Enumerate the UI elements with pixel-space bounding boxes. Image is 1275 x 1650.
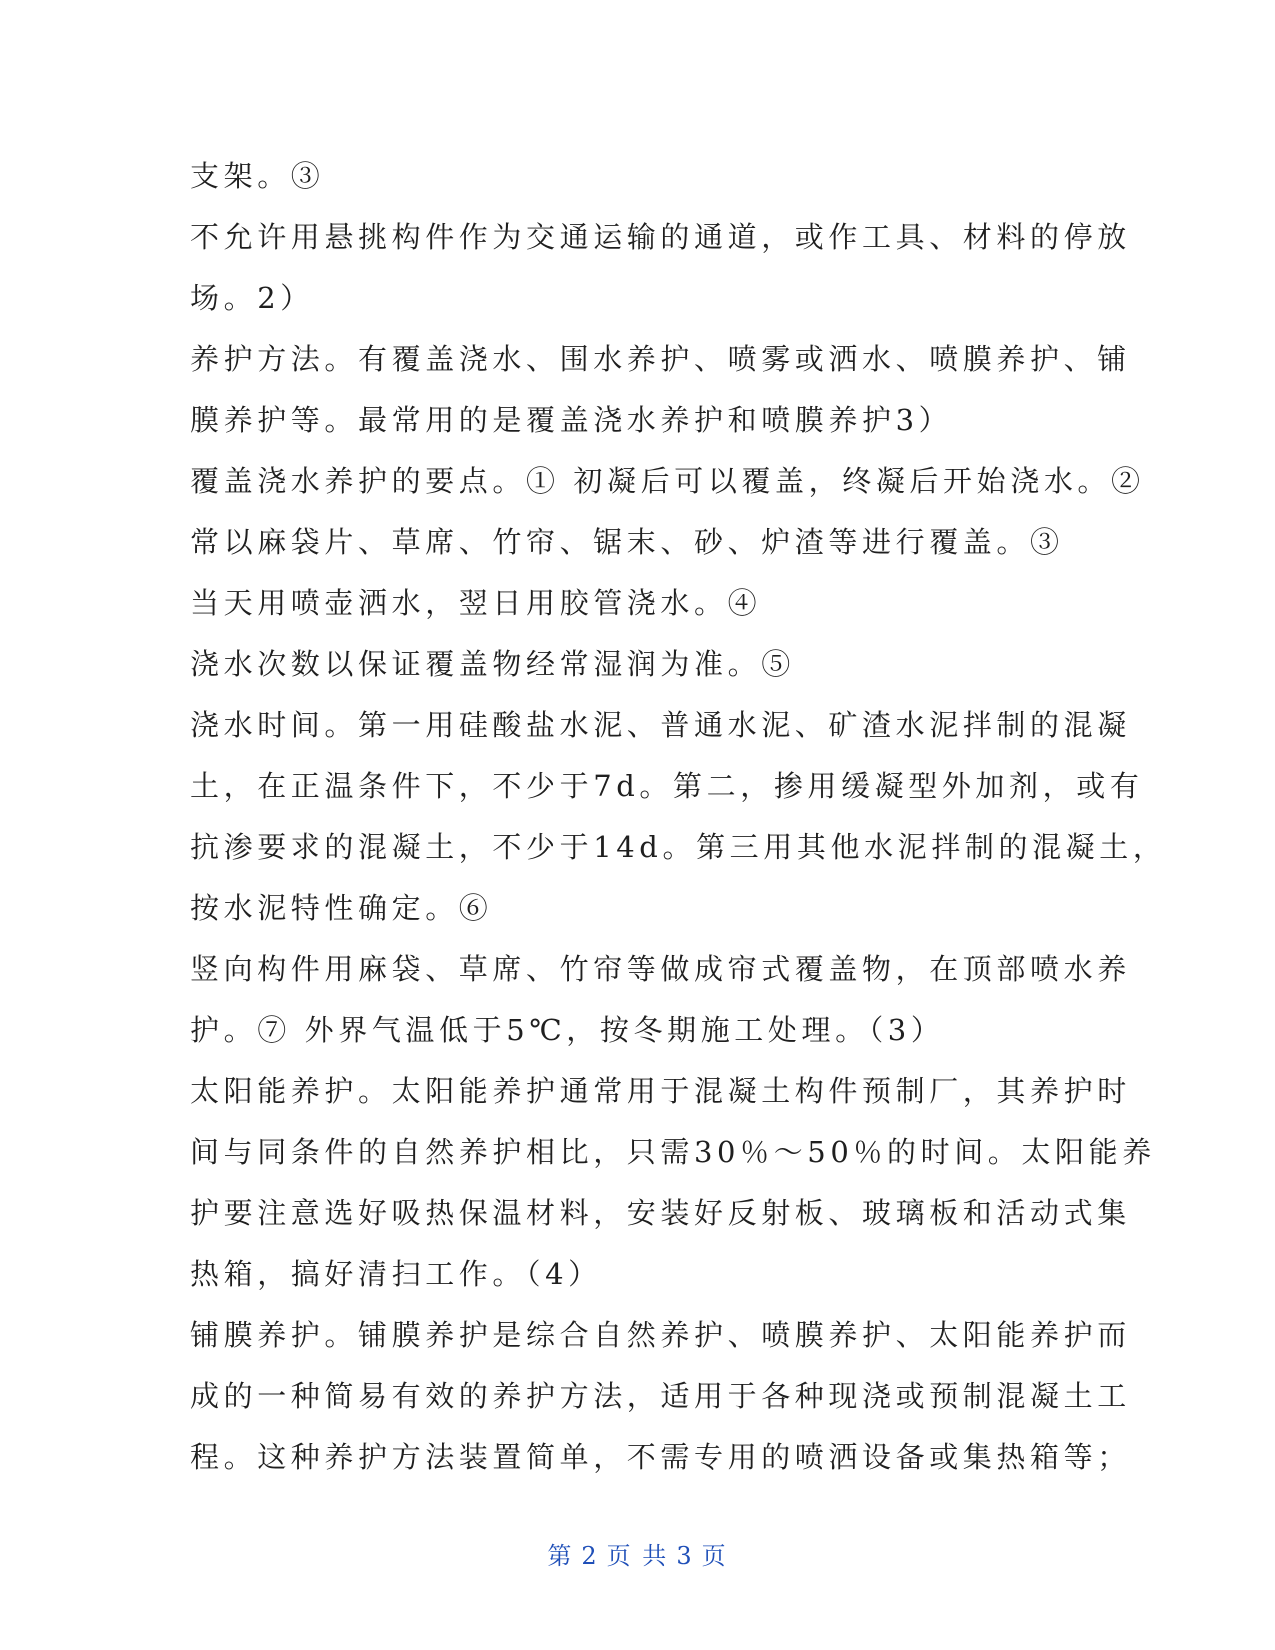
text-line: 按水泥特性确定。⑥ [190,891,493,925]
footer-suffix: 页 [701,1542,728,1570]
text-line: 浇水次数以保证覆盖物经常湿润为准。⑤ [190,647,795,681]
text-line: 太阳能养护。太阳能养护通常用于混凝土构件预制厂，其养护时 [190,1074,1131,1108]
text-line: 不允许用悬挑构件作为交通运输的通道，或作工具、材料的停放 [190,220,1131,254]
text-line: 常以麻袋片、草席、竹帘、锯末、砂、炉渣等进行覆盖。③ [190,525,1064,559]
footer-prefix: 第 [547,1542,574,1570]
text-line: 程。这种养护方法装置简单，不需专用的喷洒设备或集热箱等； [190,1440,1131,1474]
text-line: 热箱，搞好清扫工作。（4） [190,1257,602,1291]
text-line: 场。2） [190,281,314,315]
footer-current-page: 2 [581,1542,599,1570]
text-line: 间与同条件的自然养护相比，只需30％～50％的时间。太阳能养 [190,1135,1156,1169]
text-line: 铺膜养护。铺膜养护是综合自然养护、喷膜养护、太阳能养护而 [190,1318,1131,1352]
text-line: 膜养护等。最常用的是覆盖浇水养护和喷膜养护3） [190,403,953,437]
text-line: 覆盖浇水养护的要点。① 初凝后可以覆盖，终凝后开始浇水。② [190,464,1145,498]
footer-total-pages: 3 [676,1542,694,1570]
text-line: 竖向构件用麻袋、草席、竹帘等做成帘式覆盖物，在顶部喷水养 [190,952,1131,986]
footer-middle: 页 共 [606,1542,669,1570]
text-line: 当天用喷壶洒水，翌日用胶管浇水。④ [190,586,762,620]
body-text [190,146,1167,1488]
text-line: 护。⑦ 外界气温低于5℃，按冬期施工处理。（3） [190,1013,945,1047]
text-line: 抗渗要求的混凝土，不少于14d。第三用其他水泥拌制的混凝土， [190,830,1167,864]
text-line: 浇水时间。第一用硅酸盐水泥、普通水泥、矿渣水泥拌制的混凝 [190,708,1131,742]
page-footer [0,1536,1275,1571]
text-line: 支架。③ [190,159,325,193]
text-line: 土，在正温条件下，不少于7d。第二，掺用缓凝型外加剂，或有 [190,769,1144,803]
text-line: 成的一种简易有效的养护方法，适用于各种现浇或预制混凝土工 [190,1379,1131,1413]
text-line: 护要注意选好吸热保温材料，安装好反射板、玻璃板和活动式集 [190,1196,1131,1230]
text-line: 养护方法。有覆盖浇水、围水养护、喷雾或洒水、喷膜养护、铺 [190,342,1131,376]
